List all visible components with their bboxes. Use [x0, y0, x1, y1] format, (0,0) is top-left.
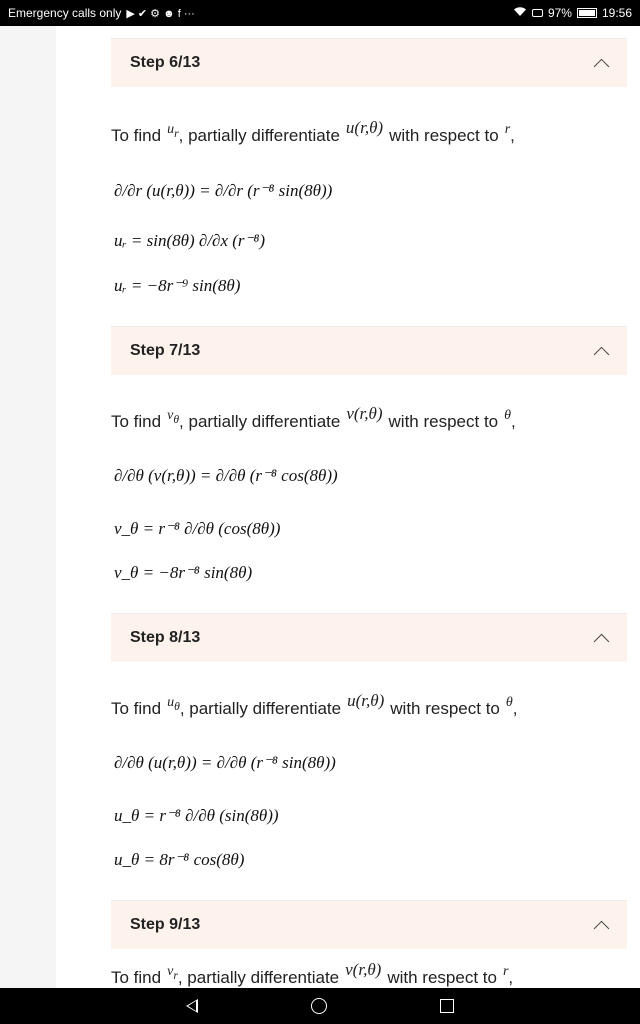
clock: 19:56	[601, 6, 632, 20]
status-bar	[0, 0, 640, 26]
step-8-intro: To find $u_\theta$ , partially differentiate u(r,θ) with respect to θ ,	[111, 691, 518, 718]
step-title: Step 6/13	[130, 54, 201, 71]
chevron-up-icon[interactable]	[594, 920, 610, 936]
math-function: v(r,θ)	[345, 960, 382, 979]
step-7-intro: To find $v_\theta$ , partially differentiate v(r,θ) with respect to θ ,	[111, 404, 516, 431]
chevron-up-icon[interactable]	[594, 58, 610, 74]
equation-line: uᵣ = −8r⁻⁹ sin(8θ)	[114, 276, 241, 295]
equation-line: v_θ = −8r⁻⁸ sin(8θ)	[114, 563, 253, 582]
back-icon[interactable]	[186, 999, 198, 1013]
equation-line: uᵣ = sin(8θ) ∂/∂x (r⁻⁸)	[114, 231, 266, 250]
sim-icon	[532, 9, 543, 17]
equation-line: ∂/∂θ (u(r,θ)) = ∂/∂θ (r⁻⁸ sin(8θ))	[114, 753, 336, 772]
math-function: u(r,θ)	[345, 118, 384, 137]
equation-line: u_θ = r⁻⁸ ∂/∂θ (sin(8θ))	[114, 806, 279, 825]
equation-line: v_θ = r⁻⁸ ∂/∂θ (cos(8θ))	[114, 519, 281, 538]
battery-percent: 97%	[547, 6, 572, 20]
battery-icon	[577, 8, 597, 18]
math-symbol: $u_r$	[167, 122, 179, 140]
wifi-icon	[513, 6, 527, 20]
step-title: Step 9/13	[130, 916, 201, 933]
step-8-header[interactable]	[111, 614, 627, 662]
step-6-intro: To find $u_r$ , partially differentiate u(r,θ) with respect to r ,	[111, 118, 515, 145]
step-9-intro: To find $v_r$ , partially differentiate v(r,θ) with respect to r ,	[111, 960, 514, 987]
notification-icons: ▶ ✔ ⚙ ☻ f ···	[126, 7, 195, 20]
math-symbol: $v_r$	[167, 964, 178, 982]
carrier-text: Emergency calls only	[8, 6, 122, 20]
math-function: u(r,θ)	[347, 691, 385, 710]
math-symbol: $u_\theta$	[167, 695, 180, 713]
solution-content[interactable]	[56, 26, 640, 988]
step-7-header[interactable]	[111, 327, 627, 375]
home-icon[interactable]	[311, 998, 327, 1014]
equation-line: ∂/∂θ (v(r,θ)) = ∂/∂θ (r⁻⁸ cos(8θ))	[114, 466, 338, 485]
step-9-header[interactable]	[111, 901, 627, 949]
chevron-up-icon[interactable]	[594, 346, 610, 362]
recents-icon[interactable]	[440, 999, 454, 1013]
navigation-bar	[0, 988, 640, 1024]
equation-line: ∂/∂r (u(r,θ)) = ∂/∂r (r⁻⁸ sin(8θ))	[114, 181, 333, 200]
equation-line: u_θ = 8r⁻⁸ cos(8θ)	[114, 850, 245, 869]
step-title: Step 7/13	[130, 342, 201, 359]
step-6-header[interactable]	[111, 39, 627, 87]
step-title: Step 8/13	[130, 629, 201, 646]
math-function: v(r,θ)	[346, 404, 383, 423]
chevron-up-icon[interactable]	[594, 633, 610, 649]
math-symbol: $v_\theta$	[167, 408, 180, 426]
